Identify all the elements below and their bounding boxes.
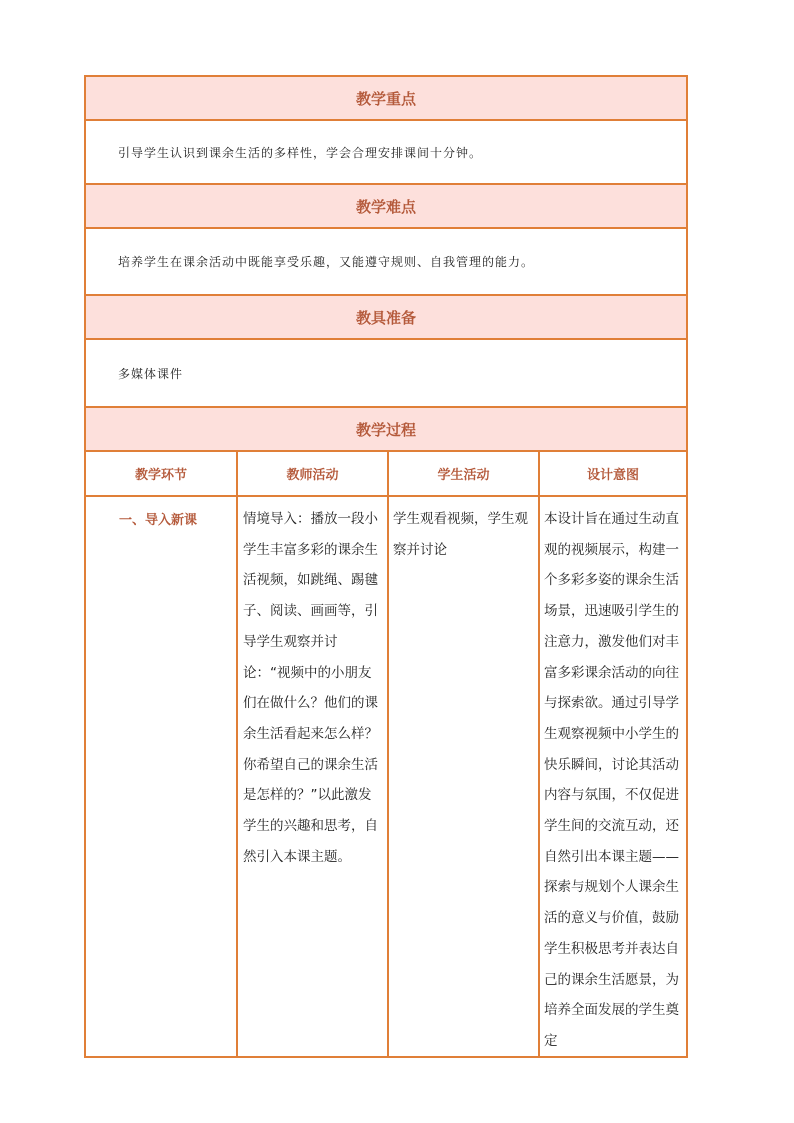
- table-header-row: [86, 452, 686, 497]
- lesson-plan-table: [84, 75, 688, 1058]
- difficulty-title: 教学难点: [355, 197, 416, 216]
- design-intent: 本设计旨在通过生动直观的视频展示，构建一个多彩多姿的课余生活场景，迅速吸引学生的注意力，激发他们对丰富多彩课余活动的向往与探索欲。通过引导学生观察视频中小学生的快乐瞬间，讨论其活动内容与氛围，不仅促进学生间的交流互动，还自然引出本课主题——探索与规划个人课余生活的意义与价值，鼓励学生积极思考并表达自己的课余生活愿景，为培养全面发展的学生奠定: [544, 511, 679, 1049]
- section-header-process: [86, 408, 686, 452]
- col-header-student: 学生活动: [437, 468, 490, 483]
- difficulty-text: 培养学生在课余活动中既能享受乐趣，又能遵守规则、自我管理的能力。: [118, 255, 535, 269]
- section-body-difficulty: [86, 229, 686, 296]
- student-activity: 学生观看视频，学生观察并讨论: [393, 511, 528, 558]
- materials-title: 教具准备: [355, 308, 416, 327]
- section-header-difficulty: [86, 185, 686, 229]
- section-body-materials: [86, 340, 686, 408]
- stage-label: 一、导入新课: [119, 513, 198, 528]
- table-row: [86, 497, 686, 1056]
- materials-text: 多媒体课件: [118, 366, 184, 381]
- teacher-activity: 情境导入：播放一段小学生丰富多彩的课余生活视频，如跳绳、踢毽子、阅读、画画等，引导学生观察并讨论：“视频中的小朋友们在做什么？他们的课余生活看起来怎么样？你希望自己的课余生活是怎样的？”以此激发学生的兴趣和思考，自然引入本课主题。: [243, 511, 378, 865]
- col-header-teacher: 教师活动: [286, 468, 339, 483]
- process-title: 教学过程: [355, 420, 416, 439]
- section-header-materials: [86, 296, 686, 340]
- focus-text: 引导学生认识到课余生活的多样性，学会合理安排课间十分钟。: [118, 145, 483, 160]
- section-body-focus: [86, 121, 686, 185]
- col-header-stage: 教学环节: [134, 468, 187, 483]
- section-header-focus: [86, 77, 686, 121]
- focus-title: 教学重点: [355, 89, 416, 108]
- col-header-intent: 设计意图: [586, 468, 639, 483]
